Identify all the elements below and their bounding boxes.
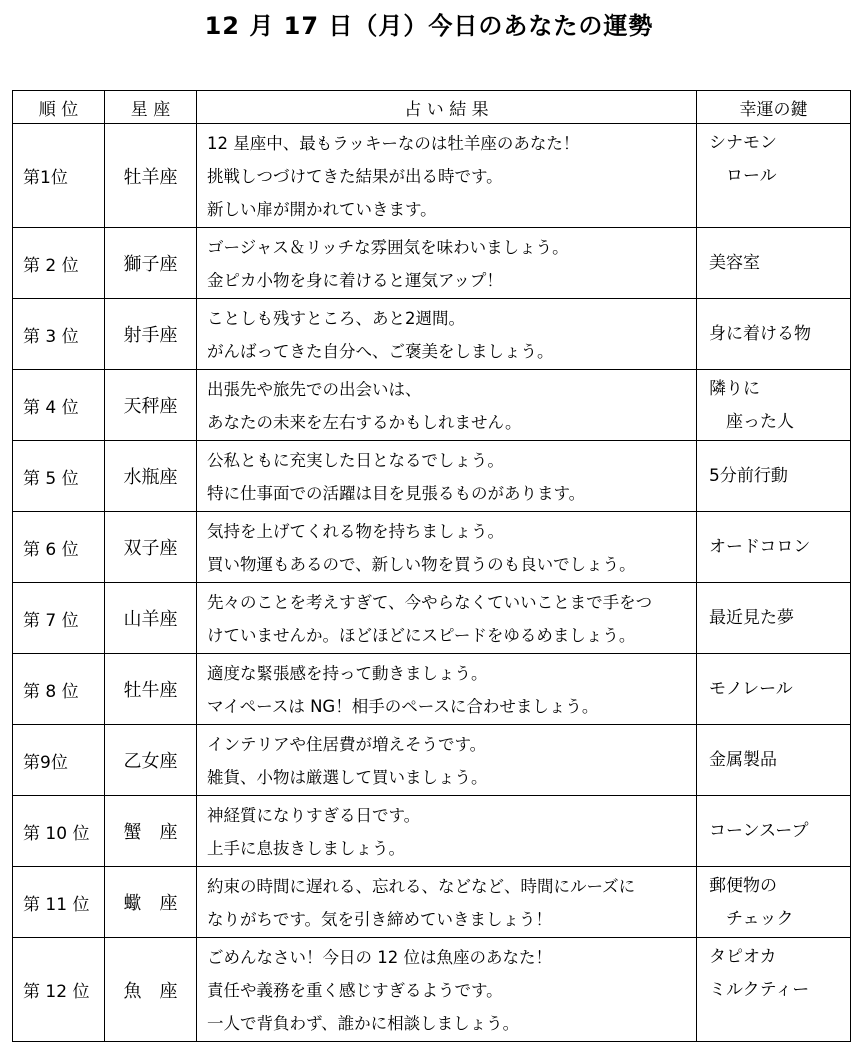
header-rank: 順 位 <box>13 91 105 124</box>
lucky-key-line: モノレール <box>709 678 793 699</box>
fortune-result-line: 12 星座中、最もラッキーなのは牡羊座のあなた！ <box>207 134 580 153</box>
rank-cell: 第 8 位 <box>13 654 105 725</box>
fortune-result-cell <box>197 228 697 299</box>
zodiac-sign-cell: 射手座 <box>105 299 197 370</box>
lucky-key-cell <box>697 654 851 725</box>
rank-cell: 第1位 <box>13 124 105 228</box>
fortune-result-line: 責任や義務を重く感じすぎるようです。 <box>207 981 503 1000</box>
fortune-result-line: 神経質になりすぎる日です。 <box>207 806 421 825</box>
header-sign: 星 座 <box>105 91 197 124</box>
lucky-key-cell <box>697 299 851 370</box>
table-row <box>13 938 851 1042</box>
table-header-row <box>13 91 851 124</box>
zodiac-sign-cell: 蟹 座 <box>105 796 197 867</box>
table-row <box>13 299 851 370</box>
table-row <box>13 512 851 583</box>
fortune-result-line: 一人で背負わず、誰かに相談しましょう。 <box>207 1014 520 1033</box>
fortune-result-cell <box>197 725 697 796</box>
lucky-key-line: 5分前行動 <box>709 465 788 486</box>
fortune-result-line: 金ピカ小物を身に着けると運気アップ！ <box>207 271 503 290</box>
fortune-result-line: ごめんなさい！今日の 12 位は魚座のあなた！ <box>207 948 552 967</box>
fortune-result-cell <box>197 867 697 938</box>
lucky-key-line: 身に着ける物 <box>709 323 811 344</box>
table-row <box>13 867 851 938</box>
fortune-result-cell <box>197 441 697 512</box>
fortune-result-line: 約束の時間に遅れる、忘れる、などなど、時間にルーズに <box>207 877 636 896</box>
fortune-result-line: 出張先や旅先での出会いは、 <box>207 380 422 399</box>
fortune-result-cell <box>197 654 697 725</box>
rank-cell: 第 11 位 <box>13 867 105 938</box>
fortune-result-line: 挑戦しつづけてきた結果が出る時です。 <box>207 167 503 186</box>
lucky-key-line: ミルクティー <box>709 980 810 1000</box>
fortune-result-cell <box>197 938 697 1042</box>
zodiac-sign-cell: 牡牛座 <box>105 654 197 725</box>
lucky-key-cell <box>697 441 851 512</box>
fortune-result-line: マイペースは NG！相手のペースに合わせましょう。 <box>207 697 599 716</box>
rank-cell: 第 4 位 <box>13 370 105 441</box>
rank-cell: 第 2 位 <box>13 228 105 299</box>
table-row <box>13 370 851 441</box>
lucky-key-cell <box>697 938 851 1042</box>
fortune-result-cell <box>197 796 697 867</box>
zodiac-sign-cell: 牡羊座 <box>105 124 197 228</box>
rank-cell: 第 6 位 <box>13 512 105 583</box>
fortune-result-line: 先々のことを考えすぎて、今やらなくていいことまで手をつ <box>207 593 653 612</box>
fortune-result-line: 適度な緊張感を持って動きましょう。 <box>207 664 488 683</box>
horoscope-ranking-table <box>12 90 851 1042</box>
lucky-key-cell <box>697 867 851 938</box>
lucky-key-cell <box>697 796 851 867</box>
rank-cell: 第 7 位 <box>13 583 105 654</box>
fortune-result-line: 気持を上げてくれる物を持ちましょう。 <box>207 522 504 541</box>
table-row <box>13 124 851 228</box>
lucky-key-line: 美容室 <box>709 252 760 273</box>
lucky-key-line: チェック <box>709 909 794 929</box>
header-lucky-key: 幸運の鍵 <box>697 91 851 124</box>
table-row <box>13 441 851 512</box>
lucky-key-line: シナモン <box>709 133 777 153</box>
table-row <box>13 654 851 725</box>
fortune-result-cell <box>197 299 697 370</box>
fortune-result-line: 公私ともに充実した日となるでしょう。 <box>207 451 504 470</box>
lucky-key-line: 隣りに <box>709 379 760 399</box>
lucky-key-cell <box>697 583 851 654</box>
lucky-key-cell <box>697 725 851 796</box>
rank-cell: 第9位 <box>13 725 105 796</box>
rank-cell: 第 12 位 <box>13 938 105 1042</box>
rank-cell: 第 3 位 <box>13 299 105 370</box>
rank-cell: 第 5 位 <box>13 441 105 512</box>
fortune-result-line: インテリアや住居費が増えそうです。 <box>207 735 487 754</box>
fortune-result-line: 雑貨、小物は厳選して買いましょう。 <box>207 768 488 787</box>
zodiac-sign-cell: 魚 座 <box>105 938 197 1042</box>
zodiac-sign-cell: 水瓶座 <box>105 441 197 512</box>
zodiac-sign-cell: 天秤座 <box>105 370 197 441</box>
lucky-key-cell <box>697 228 851 299</box>
fortune-result-line: ゴージャス＆リッチな雰囲気を味わいましょう。 <box>207 238 569 257</box>
fortune-result-cell <box>197 512 697 583</box>
lucky-key-line: タピオカ <box>709 947 777 967</box>
header-result: 占 い 結 果 <box>197 91 697 124</box>
lucky-key-line: 座った人 <box>709 412 794 432</box>
fortune-result-cell <box>197 370 697 441</box>
zodiac-sign-cell: 乙女座 <box>105 725 197 796</box>
lucky-key-line: コーンスープ <box>709 820 809 841</box>
fortune-result-line: 特に仕事面での活躍は目を見張るものがあります。 <box>207 484 586 503</box>
rank-cell: 第 10 位 <box>13 796 105 867</box>
table-row <box>13 725 851 796</box>
fortune-result-cell <box>197 583 697 654</box>
table-row <box>13 228 851 299</box>
fortune-result-line: なりがちです。気を引き締めていきましょう！ <box>207 910 553 929</box>
lucky-key-line: 金属製品 <box>709 749 777 770</box>
lucky-key-line: ロール <box>709 166 777 186</box>
fortune-result-line: 上手に息抜きしましょう。 <box>207 839 405 858</box>
fortune-result-line: けていませんか。ほどほどにスピードをゆるめましょう。 <box>207 626 636 645</box>
lucky-key-cell <box>697 124 851 228</box>
table-row <box>13 583 851 654</box>
fortune-result-line: ことしも残すところ、あと2週間。 <box>207 309 465 328</box>
lucky-key-line: 最近見た夢 <box>709 607 794 628</box>
zodiac-sign-cell: 山羊座 <box>105 583 197 654</box>
fortune-result-line: あなたの未来を左右するかもしれません。 <box>207 413 522 432</box>
zodiac-sign-cell: 双子座 <box>105 512 197 583</box>
zodiac-sign-cell: 蠍 座 <box>105 867 197 938</box>
page-title: 12 月 17 日（月）今日のあなたの運勢 <box>204 12 654 40</box>
lucky-key-line: 郵便物の <box>709 876 777 896</box>
table-row <box>13 796 851 867</box>
fortune-result-cell <box>197 124 697 228</box>
fortune-result-line: 新しい扉が開かれていきます。 <box>207 200 437 219</box>
fortune-result-line: がんばってきた自分へ、ご褒美をしましょう。 <box>207 342 554 361</box>
lucky-key-cell <box>697 370 851 441</box>
fortune-result-line: 買い物運もあるので、新しい物を買うのも良いでしょう。 <box>207 555 636 574</box>
lucky-key-line: オードコロン <box>709 536 811 557</box>
lucky-key-cell <box>697 512 851 583</box>
zodiac-sign-cell: 獅子座 <box>105 228 197 299</box>
